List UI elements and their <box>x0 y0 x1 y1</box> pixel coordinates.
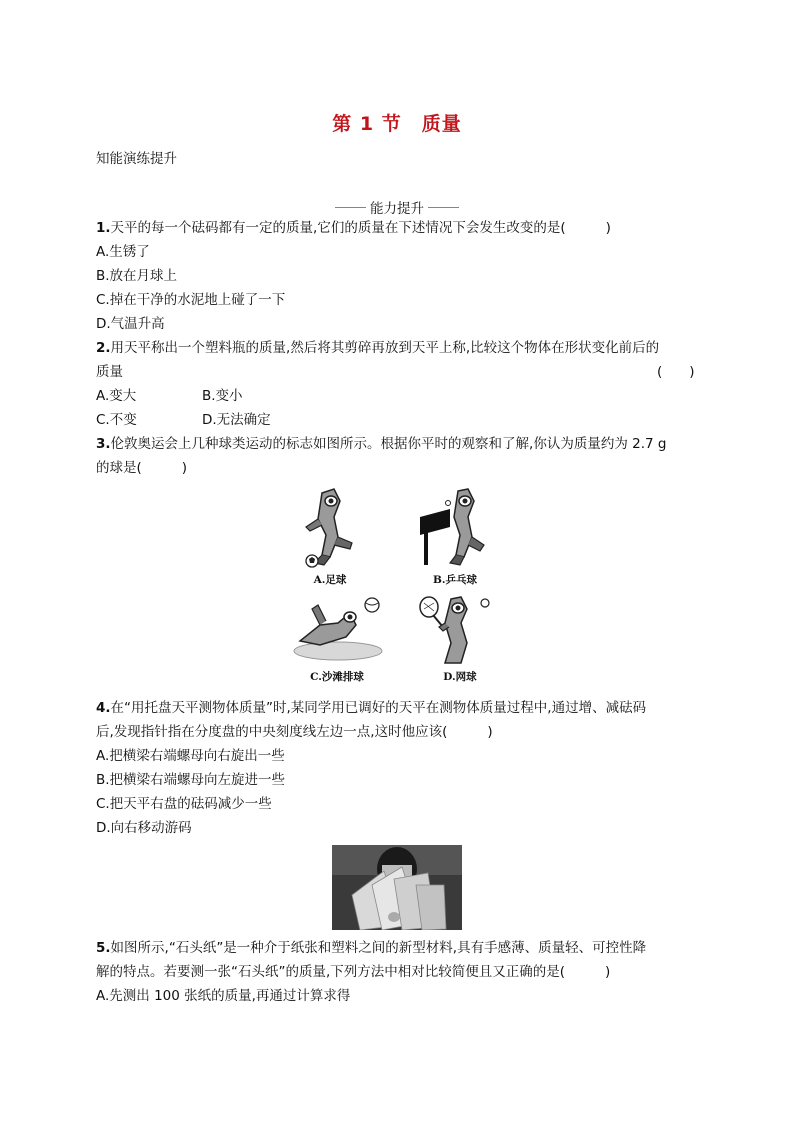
question-number: 5. <box>96 940 111 956</box>
question-text-cont: 质量 <box>96 364 123 380</box>
question-3 <box>96 435 666 453</box>
question-text: 伦敦奥运会上几种球类运动的标志如图所示。根据你平时的观察和了解,你认为质量约为 2.7 g <box>110 436 667 452</box>
answer-blank: ( ) <box>657 364 695 380</box>
question-text-cont: 的球是( ) <box>96 460 188 476</box>
option: D.向右移动游码 <box>96 820 192 836</box>
option: C.掉在干净的水泥地上碰了一下 <box>96 292 286 308</box>
section-title: 能力提升 <box>370 201 424 217</box>
question-number: 3. <box>96 436 111 452</box>
page-title: 第 1 节 质量 <box>332 113 462 135</box>
section-header <box>0 197 794 217</box>
question-number: 4. <box>96 700 111 716</box>
figure-caption: A.足球 <box>313 574 347 586</box>
option: C.不变 <box>96 412 137 428</box>
question-text-cont: 解的特点。若要测一张“石头纸”的质量,下列方法中相对比较简便且又正确的是( ) <box>96 964 611 980</box>
close-paren: ) <box>605 220 611 236</box>
page-subtitle: 知能演练提升 <box>96 151 177 167</box>
question-number: 2. <box>96 340 111 356</box>
option: B.把横梁右端螺母向左旋进一些 <box>96 772 286 788</box>
option: A.生锈了 <box>96 244 150 260</box>
option: B.变小 <box>202 388 243 404</box>
question-number: 1. <box>96 220 111 236</box>
stone-paper-photo <box>332 845 462 930</box>
question-1 <box>96 219 611 237</box>
option: C.把天平右盘的砝码减少一些 <box>96 796 272 812</box>
question-text: 如图所示,“石头纸”是一种介于纸张和塑料之间的新型材料,具有手感薄、质量轻、可控性降 <box>110 940 647 956</box>
section-rule-right <box>428 207 459 208</box>
option: B.放在月球上 <box>96 268 178 284</box>
mascot-table-tennis-figure <box>418 487 488 569</box>
option: D.气温升高 <box>96 316 165 332</box>
question-text: 在“用托盘天平测物体质量”时,某同学用已调好的天平在测物体质量过程中,通过增、减砝码 <box>110 700 647 716</box>
option: A.把横梁右端螺母向右旋出一些 <box>96 748 285 764</box>
mascot-tennis-figure <box>415 595 495 667</box>
section-rule-left <box>335 207 366 208</box>
question-text: 天平的每一个砝码都有一定的质量,它们的质量在下述情况下会发生改变的是( <box>110 220 566 236</box>
option: A.变大 <box>96 388 137 404</box>
option: D.无法确定 <box>202 412 271 428</box>
figure-caption: B.乒乓球 <box>432 574 478 586</box>
question-4 <box>96 699 646 717</box>
mascot-football-figure <box>300 487 360 569</box>
option: A.先测出 100 张纸的质量,再通过计算求得 <box>96 988 351 1004</box>
question-text: 用天平称出一个塑料瓶的质量,然后将其剪碎再放到天平上称,比较这个物体在形状变化前后的 <box>110 340 660 356</box>
question-5 <box>96 939 646 957</box>
figure-caption: D.网球 <box>443 671 477 683</box>
question-text-cont: 后,发现指针指在分度盘的中央刻度线左边一点,这时他应该( ) <box>96 724 493 740</box>
mascot-beach-volleyball-figure <box>290 595 385 665</box>
figure-caption: C.沙滩排球 <box>310 671 364 683</box>
question-2 <box>96 339 659 357</box>
